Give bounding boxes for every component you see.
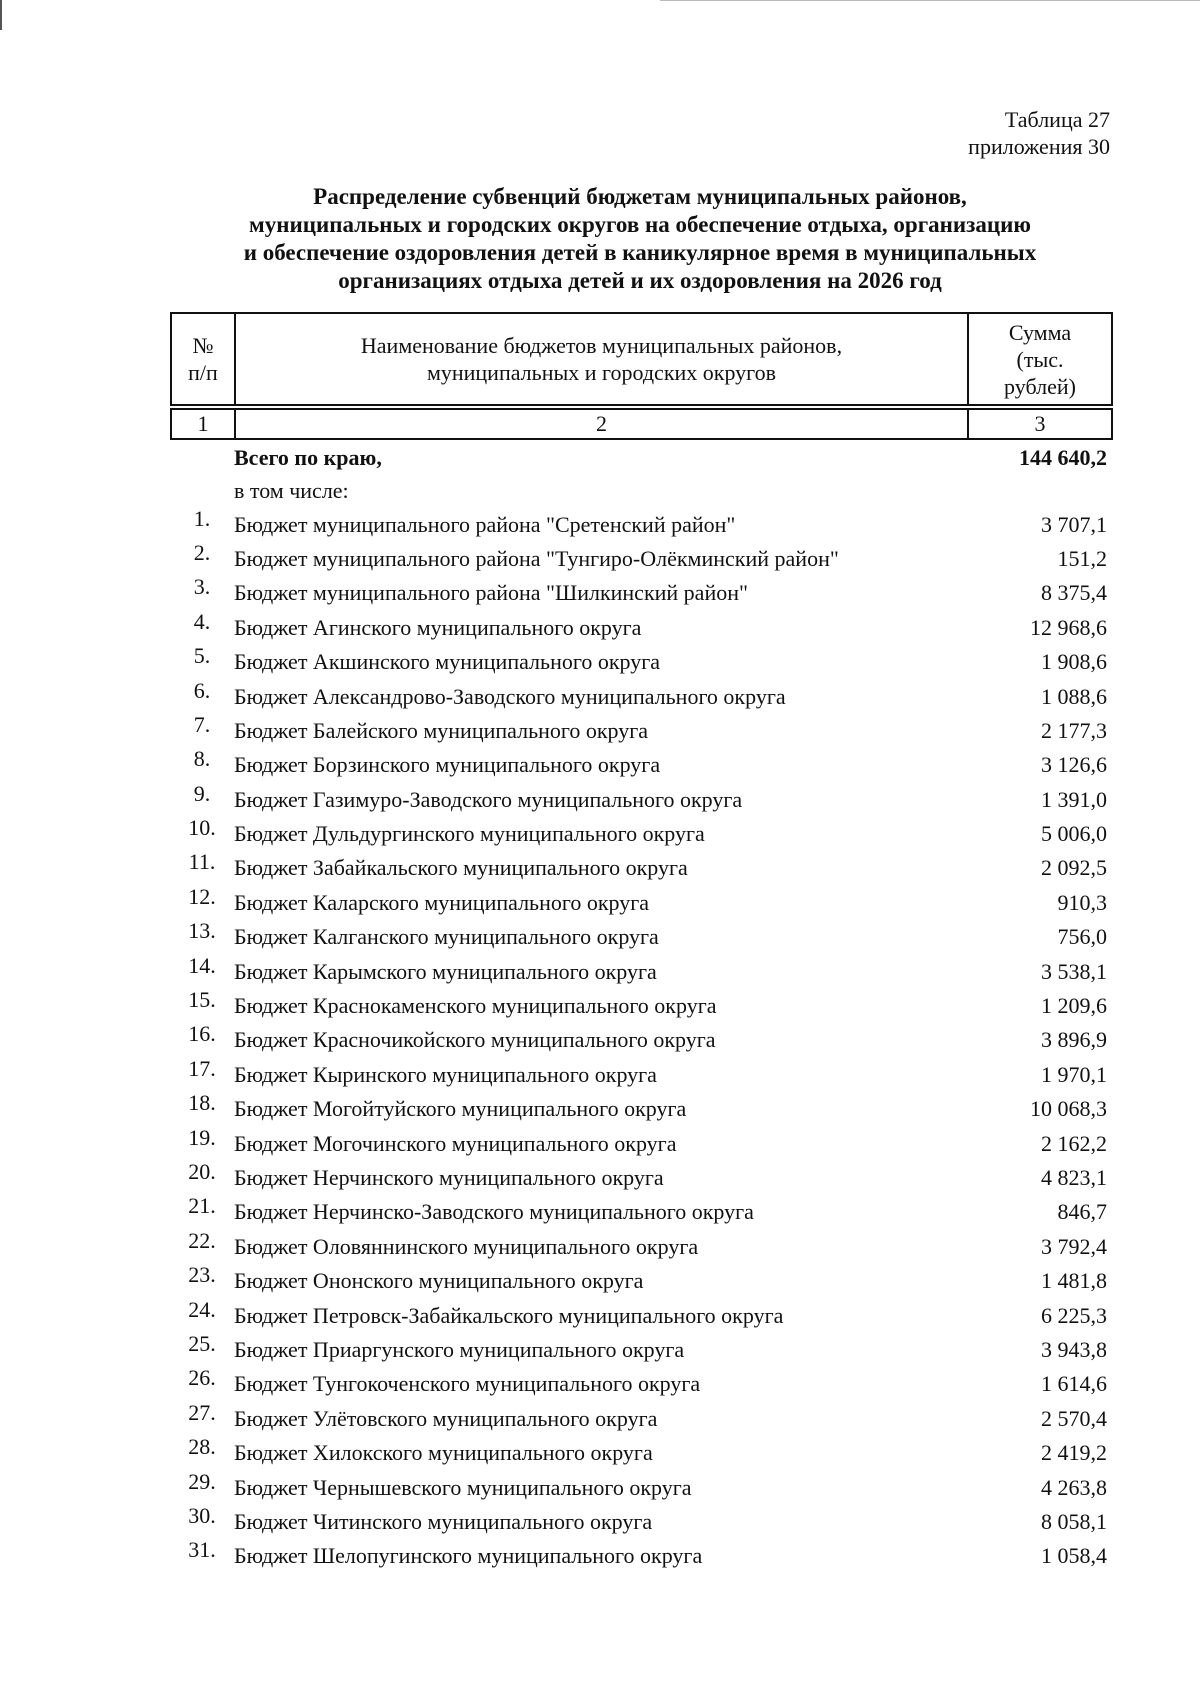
table-row	[170, 1298, 1111, 1332]
budget-amount: 1 481,8	[1041, 1268, 1107, 1294]
budget-amount: 3 126,6	[1041, 752, 1107, 778]
budget-amount: 3 538,1	[1041, 958, 1107, 984]
table-header	[170, 312, 1113, 440]
column-number-1: 1	[171, 409, 235, 439]
budget-name: Бюджет Агинского муниципального округа	[234, 614, 642, 640]
row-number: 21.	[188, 1193, 216, 1219]
table-row	[170, 679, 1111, 713]
budget-amount: 2 162,2	[1041, 1130, 1107, 1156]
table-row	[170, 711, 1111, 748]
budget-amount: 5 006,0	[1041, 821, 1107, 847]
row-number: 14.	[188, 952, 216, 978]
row-number: 13.	[188, 918, 216, 944]
table-row	[170, 1539, 1111, 1573]
row-number: 29.	[188, 1468, 216, 1494]
row-number: 23.	[188, 1262, 216, 1288]
budget-name: Бюджет Балейского муниципального округа	[234, 717, 649, 743]
budget-amount: 4 823,1	[1041, 1165, 1107, 1190]
budget-amount: 1 614,6	[1041, 1371, 1107, 1397]
table-row	[170, 989, 1111, 1023]
subtotal-label: в том числе:	[234, 478, 349, 504]
budget-name: Бюджет Петровск-Забайкальского муниципального округа	[234, 1302, 784, 1328]
budget-name: Бюджет Дульдургинского муниципального округа	[234, 821, 705, 847]
table-row	[170, 1055, 1111, 1092]
budget-amount: 1 970,1	[1041, 1061, 1107, 1087]
title-line: организациях отдыха детей и их оздоровления на 2026 год	[338, 268, 942, 293]
budget-name: Бюджет Читинского муниципального округа	[234, 1508, 653, 1534]
row-number: 12.	[188, 883, 216, 909]
budget-amount: 8 375,4	[1041, 580, 1107, 606]
column-number-3: 3	[968, 409, 1112, 439]
row-number: 17.	[188, 1055, 216, 1081]
appendix-number: приложения 30	[968, 134, 1110, 159]
budget-name: Бюджет Улётовского муниципального округа	[234, 1405, 658, 1431]
row-number: 25.	[188, 1330, 216, 1356]
row-number: 19.	[188, 1124, 216, 1150]
table-row	[170, 1330, 1111, 1367]
title-line: муниципальных и городских округов на обеспечение отдыха, организацию	[249, 212, 1031, 237]
scan-edge-mark	[0, 0, 2, 30]
table-row	[170, 645, 1111, 679]
column-header-number: № п/п	[171, 313, 235, 405]
row-number: 30.	[188, 1502, 216, 1528]
row-number: 10.	[188, 815, 216, 841]
budget-name: Бюджет Чернышевского муниципального округа	[234, 1474, 692, 1500]
table-row	[170, 920, 1111, 954]
budget-amount: 846,7	[1057, 1199, 1107, 1225]
title-line: и обеспечение оздоровления детей в каникулярное время в муниципальных	[243, 240, 1037, 265]
budget-name: Бюджет Тунгокоченского муниципального округа	[234, 1371, 701, 1397]
budget-amount: 2 570,4	[1041, 1405, 1107, 1431]
budget-amount: 756,0	[1057, 924, 1107, 950]
budget-amount: 151,2	[1057, 545, 1107, 571]
row-number: 11.	[188, 849, 216, 875]
row-number: 8.	[193, 746, 211, 772]
row-number: 31.	[188, 1537, 216, 1563]
row-number: 24.	[188, 1296, 216, 1322]
row-number: 16.	[188, 1021, 216, 1047]
row-number: 27.	[188, 1399, 216, 1425]
row-number: 22.	[188, 1227, 216, 1253]
row-number: 18.	[188, 1090, 216, 1116]
budget-amount: 2 419,2	[1041, 1440, 1107, 1466]
total-label: Всего по краю,	[234, 445, 382, 471]
row-number: 4.	[193, 608, 211, 634]
table-row	[170, 1227, 1111, 1264]
row-number: 26.	[188, 1365, 216, 1391]
budget-name: Бюджет Ононского муниципального округа	[234, 1268, 644, 1294]
table-row	[170, 851, 1111, 885]
table-row	[170, 780, 1111, 817]
budget-amount: 2 092,5	[1041, 855, 1107, 881]
row-number: 7.	[193, 711, 211, 737]
budget-name: Бюджет Калганского муниципального округа	[234, 924, 659, 950]
row-number: 6.	[193, 677, 211, 703]
budget-rows	[170, 507, 1111, 1573]
budget-name: Бюджет Красночикойского муниципального округа	[234, 1027, 716, 1053]
column-number-2: 2	[235, 409, 968, 439]
budget-amount: 1 088,6	[1041, 683, 1107, 709]
table-row	[170, 817, 1111, 851]
table-row	[170, 1436, 1111, 1470]
budget-name: Бюджет муниципального района "Шилкинский район"	[234, 580, 748, 606]
budget-amount: 3 707,1	[1041, 511, 1107, 537]
budget-name: Бюджет Каларского муниципального округа	[234, 889, 650, 915]
budget-name: Бюджет Акшинского муниципального округа	[234, 649, 661, 675]
table-row	[170, 1264, 1111, 1298]
row-number: 3.	[193, 574, 211, 600]
row-number: 5.	[193, 643, 211, 669]
budget-amount: 1 908,6	[1041, 649, 1107, 675]
scan-top-line	[660, 0, 1200, 1]
table-row	[170, 1502, 1111, 1539]
table-row	[170, 1161, 1111, 1195]
table-row	[170, 1023, 1111, 1057]
table-row	[170, 608, 1111, 645]
budget-name: Бюджет Александрово-Заводского муниципального округа	[234, 683, 786, 709]
table-row	[170, 883, 1111, 920]
row-number: 15.	[188, 987, 216, 1013]
table-row	[170, 1195, 1111, 1229]
table-row	[170, 1126, 1111, 1160]
budget-name: Бюджет Забайкальского муниципального округа	[234, 855, 688, 881]
budget-name: Бюджет Нерчинско-Заводского муниципального округа	[234, 1199, 754, 1225]
table-body	[170, 441, 1111, 1574]
budget-amount: 1 209,6	[1041, 993, 1107, 1019]
budget-name: Бюджет Могойтуйского муниципального округа	[234, 1096, 687, 1122]
row-number: 2.	[193, 539, 211, 565]
budget-amount: 6 225,3	[1041, 1302, 1107, 1328]
row-number: 20.	[188, 1159, 216, 1184]
subtotal-row	[170, 475, 1111, 507]
budget-amount: 3 792,4	[1041, 1233, 1107, 1259]
budget-amount: 910,3	[1057, 889, 1107, 915]
table-row	[170, 576, 1111, 610]
budget-amount: 3 943,8	[1041, 1336, 1107, 1362]
budget-amount: 1 391,0	[1041, 786, 1107, 812]
table-number: Таблица 27	[1004, 107, 1110, 132]
budget-name: Бюджет Нерчинского муниципального округа	[234, 1165, 664, 1190]
budget-name: Бюджет Могочинского муниципального округа	[234, 1130, 677, 1156]
budget-amount: 2 177,3	[1041, 717, 1107, 743]
title-line: Распределение субвенций бюджетам муниципальных районов,	[313, 184, 967, 209]
budget-name: Бюджет Оловяннинского муниципального округа	[234, 1233, 699, 1259]
total-row	[170, 441, 1111, 475]
budget-name: Бюджет Кыринского муниципального округа	[234, 1061, 657, 1087]
table-row	[170, 507, 1111, 541]
table-row	[170, 1367, 1111, 1401]
budget-name: Бюджет Приаргунского муниципального округа	[234, 1336, 685, 1362]
budget-amount: 10 068,3	[1030, 1096, 1107, 1122]
budget-name: Бюджет Краснокаменского муниципального округа	[234, 993, 717, 1019]
budget-name: Бюджет муниципального района "Тунгиро-Олёкминский район"	[234, 545, 839, 571]
document-title	[150, 183, 1130, 295]
budget-amount: 12 968,6	[1030, 614, 1107, 640]
table-row	[170, 1399, 1111, 1436]
table-row	[170, 1092, 1111, 1126]
total-value: 144 640,2	[1019, 445, 1107, 471]
budget-name: Бюджет Газимуро-Заводского муниципального округа	[234, 786, 743, 812]
budget-name: Бюджет Борзинского муниципального округа	[234, 752, 661, 778]
table-reference	[968, 106, 1110, 160]
table-row	[170, 539, 1111, 576]
table-row	[170, 748, 1111, 782]
budget-name: Бюджет Хилокского муниципального округа	[234, 1440, 653, 1466]
budget-amount: 1 058,4	[1041, 1543, 1107, 1569]
budget-amount: 4 263,8	[1041, 1474, 1107, 1500]
budget-amount: 8 058,1	[1041, 1508, 1107, 1534]
row-number: 28.	[188, 1434, 216, 1460]
column-header-name: Наименование бюджетов муниципальных районов, муниципальных и городских округов	[235, 313, 968, 405]
budget-name: Бюджет Шелопугинского муниципального округа	[234, 1543, 703, 1569]
table-row	[170, 954, 1111, 988]
row-number: 1.	[193, 505, 211, 531]
table-row	[170, 1470, 1111, 1504]
budget-name: Бюджет Карымского муниципального округа	[234, 958, 657, 984]
budget-name: Бюджет муниципального района "Сретенский район"	[234, 511, 736, 537]
budget-amount: 3 896,9	[1041, 1027, 1107, 1053]
column-header-sum: Сумма (тыс. рублей)	[968, 313, 1112, 405]
row-number: 9.	[193, 780, 211, 806]
